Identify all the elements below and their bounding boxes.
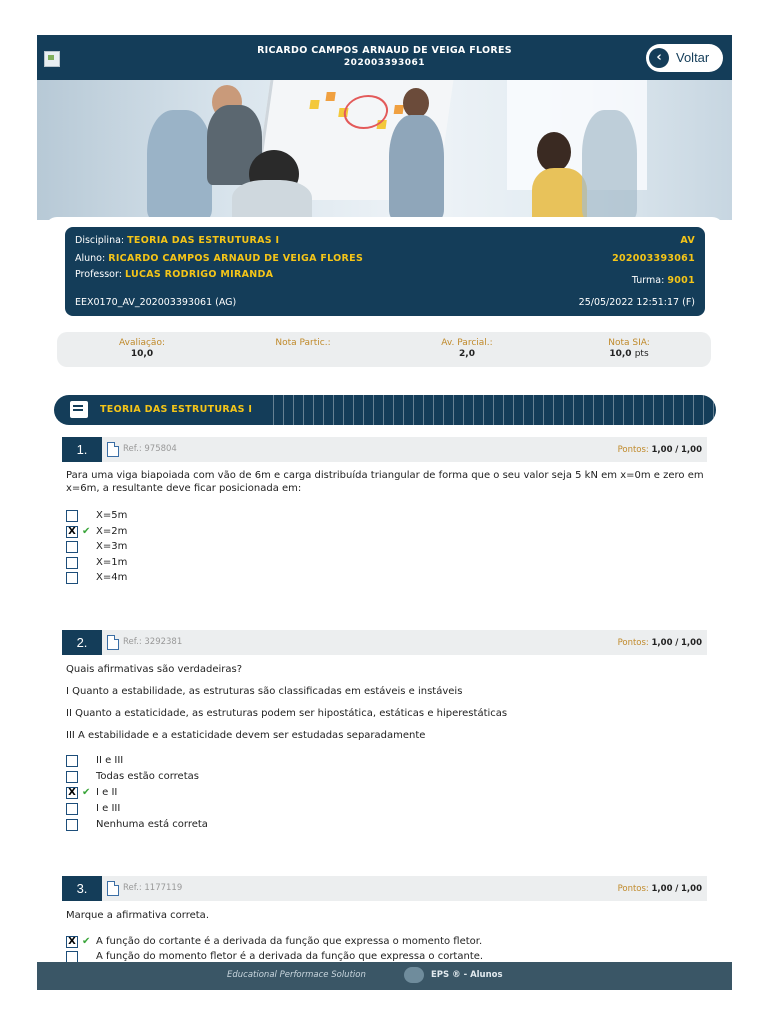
exam-info-panel: [65, 227, 705, 316]
person-head: [403, 88, 429, 118]
professor-label: Professor:: [75, 269, 122, 280]
stripes-decoration: [264, 395, 716, 425]
option-checkbox[interactable]: X: [66, 526, 78, 538]
grade-label: Avaliação:: [119, 338, 165, 348]
exam-page: [37, 35, 732, 990]
class-label: Turma:: [631, 275, 665, 286]
top-bar: [37, 35, 732, 80]
registration-value: 202003393061: [612, 253, 695, 264]
class-row: [632, 275, 695, 286]
option-text: II e III: [96, 755, 124, 766]
person-figure: [389, 115, 444, 220]
option-text: X=3m: [96, 541, 128, 552]
grade-item: [243, 338, 363, 349]
student-label: Aluno:: [75, 253, 106, 264]
student-row: [75, 253, 363, 264]
option-checkbox[interactable]: [66, 510, 78, 522]
grade-item: [82, 338, 202, 359]
question-text: Para uma viga biapoiada com vão de 6m e carga distribuída triangular de forma que o seu valor seja 5 kN em x=0m e zero em x=6m, a resultante deve ficar posicionada em:: [66, 470, 704, 494]
points-label: Pontos:: [617, 445, 649, 455]
question-ref: Ref.: 975804: [123, 444, 177, 454]
option-checkbox[interactable]: [66, 771, 78, 783]
back-button[interactable]: [646, 44, 723, 72]
back-button-label: Voltar: [676, 50, 710, 65]
option-text: I e III: [96, 803, 121, 814]
footer-bar: [37, 962, 732, 990]
option-text: X=5m: [96, 510, 128, 521]
question-header: [62, 876, 707, 901]
subject-banner: [54, 395, 716, 425]
option-checkbox[interactable]: [66, 803, 78, 815]
points-label: Pontos:: [617, 884, 649, 894]
footer-slogan: Educational Performace Solution: [227, 970, 366, 980]
book-icon: [70, 401, 88, 418]
question-text: Quais afirmativas são verdadeiras?: [66, 664, 243, 675]
points-label: Pontos:: [617, 638, 649, 648]
option-checkbox[interactable]: [66, 572, 78, 584]
option-checkbox[interactable]: [66, 819, 78, 831]
question-number: 2.: [62, 630, 102, 655]
grade-label: Av. Parcial.:: [441, 338, 493, 348]
class-value: 9001: [667, 275, 695, 286]
option-text: X=4m: [96, 572, 128, 583]
points-max: 1,00: [681, 445, 702, 455]
grade-label: Nota Partic.:: [275, 338, 331, 348]
discipline-row: [75, 235, 279, 246]
correct-check-icon: ✔: [82, 936, 91, 947]
brain-logo-icon: [404, 967, 424, 983]
question-header: [62, 630, 707, 655]
grade-unit: pts: [634, 349, 649, 359]
document-icon: [107, 635, 119, 650]
points-score: 1,00: [651, 884, 673, 894]
option-text: Todas estão corretas: [96, 771, 199, 782]
correct-check-icon: ✔: [82, 787, 91, 798]
footer-brand: EPS ® - Alunos: [431, 970, 503, 980]
student-value: RICARDO CAMPOS ARNAUD DE VEIGA FLORES: [108, 253, 364, 264]
question-text: I Quanto a estabilidade, as estruturas são classificadas em estáveis e instáveis: [66, 686, 463, 697]
question-number: 1.: [62, 437, 102, 462]
option-checkbox[interactable]: X: [66, 936, 78, 948]
points-separator: /: [675, 638, 679, 648]
discipline-label: Disciplina:: [75, 235, 125, 246]
question-points: [618, 445, 702, 455]
professor-row: [75, 269, 273, 280]
points-score: 1,00: [651, 638, 673, 648]
option-text: Nenhuma está correta: [96, 819, 208, 830]
banner-image: [37, 80, 732, 220]
points-max: 1,00: [681, 884, 702, 894]
option-checkbox[interactable]: [66, 755, 78, 767]
question-header: [62, 437, 707, 462]
option-checkbox[interactable]: X: [66, 787, 78, 799]
points-separator: /: [675, 884, 679, 894]
points-max: 1,00: [681, 638, 702, 648]
question-text: III A estabilidade e a estaticidade devem ser estudadas separadamente: [66, 730, 426, 741]
exam-date: 25/05/2022 12:51:17 (F): [578, 297, 695, 308]
person-figure: [147, 110, 212, 220]
question-number: 3.: [62, 876, 102, 901]
document-icon: [107, 442, 119, 457]
exam-type: [680, 235, 695, 246]
option-text: A função do cortante é a derivada da função que expressa o momento fletor.: [96, 936, 483, 947]
grade-label: Nota SIA:: [608, 338, 650, 348]
option-checkbox[interactable]: [66, 541, 78, 553]
registration-number: [612, 253, 695, 264]
question-points: [618, 884, 702, 894]
option-text: X=1m: [96, 557, 128, 568]
person-figure: [532, 168, 587, 220]
discipline-value: TEORIA DAS ESTRUTURAS I: [127, 235, 280, 246]
option-text: I e II: [96, 787, 118, 798]
option-checkbox[interactable]: [66, 557, 78, 569]
points-separator: /: [675, 445, 679, 455]
question-text: Marque a afirmativa correta.: [66, 910, 209, 921]
person-figure: [582, 110, 637, 220]
student-id: 202003393061: [343, 58, 426, 68]
professor-value: LUCAS RODRIGO MIRANDA: [124, 269, 274, 280]
option-text: A função do momento fletor é a derivada da função que expressa o cortante.: [96, 951, 484, 962]
option-text: X=2m: [96, 526, 128, 537]
grades-summary: [57, 332, 711, 367]
grade-item: [569, 338, 689, 359]
grade-value: 10,0: [130, 349, 154, 359]
question-ref: Ref.: 3292381: [123, 637, 183, 647]
exam-code: EEX0170_AV_202003393061 (AG): [75, 297, 237, 308]
grade-value: [569, 349, 689, 359]
student-name: RICARDO CAMPOS ARNAUD DE VEIGA FLORES: [257, 45, 512, 56]
document-icon: [107, 881, 119, 896]
person-figure: [232, 180, 312, 220]
question-ref: Ref.: 1177119: [123, 883, 183, 893]
grade-value: 2,0: [459, 349, 475, 359]
subject-title: TEORIA DAS ESTRUTURAS I: [100, 404, 253, 415]
question-points: [618, 638, 702, 648]
points-score: 1,00: [651, 445, 673, 455]
question-text: II Quanto a estaticidade, as estruturas podem ser hipostática, estáticas e hiperestáticas: [66, 708, 508, 719]
grade-item: [407, 338, 527, 359]
person-head: [537, 132, 571, 172]
chevron-left-icon: ‹: [649, 48, 669, 68]
correct-check-icon: ✔: [82, 526, 91, 537]
grade-number: 10,0: [609, 349, 632, 359]
exam-type-value: AV: [680, 235, 695, 246]
